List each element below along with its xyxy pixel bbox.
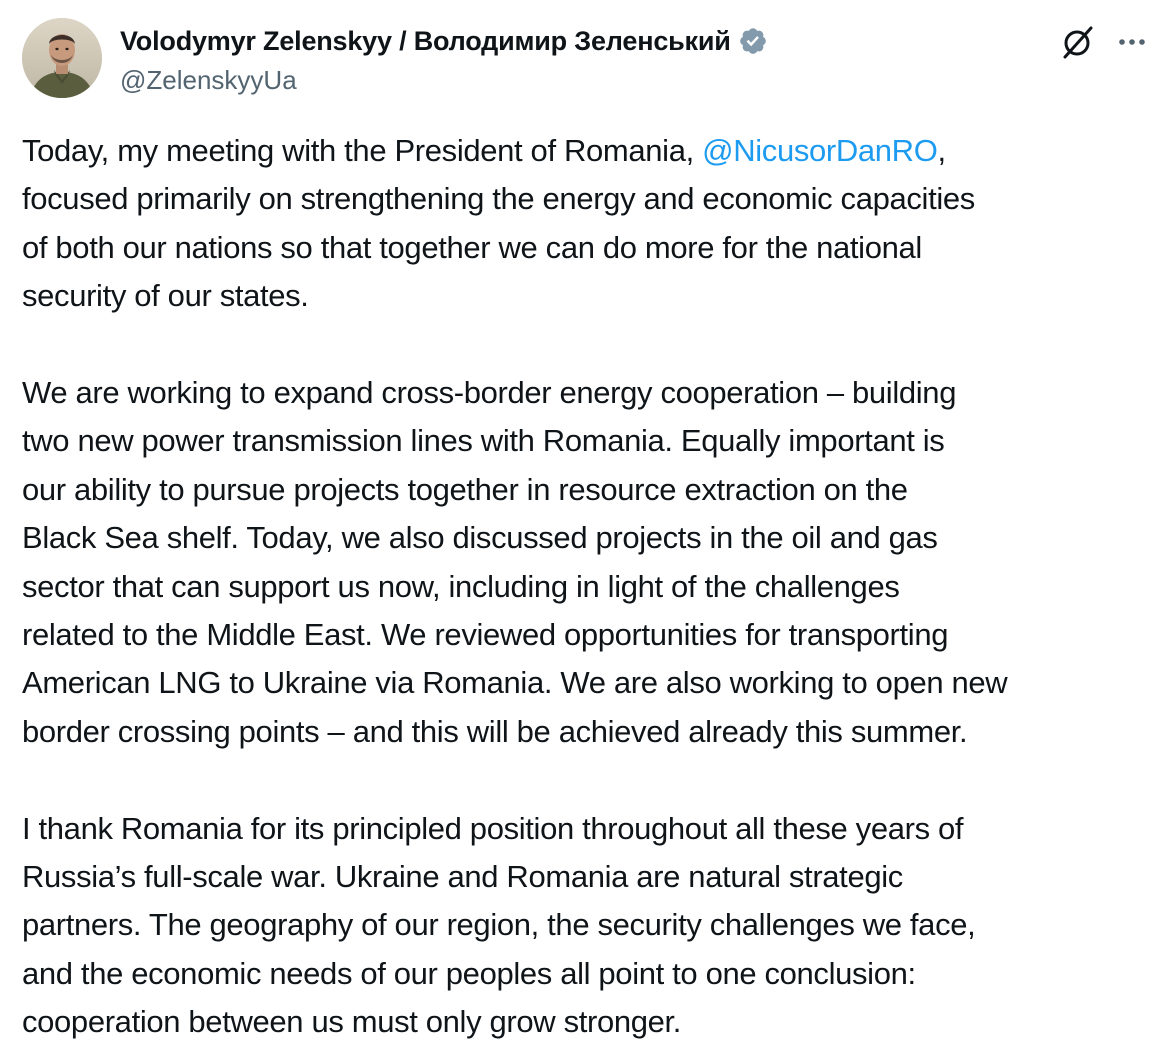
text-line: partners. The geography of our region, the security challenges we face,: [22, 907, 976, 943]
text-line: cooperation between us must only grow stronger.: [22, 1004, 682, 1040]
profile-photo-icon: [22, 18, 102, 98]
text-line: sector that can support us now, including in light of the challenges: [22, 568, 900, 604]
tweet-text: [22, 127, 1157, 1047]
text-segment: Today, my meeting with the President of Romania,: [22, 133, 703, 168]
text-line: [22, 127, 1157, 175]
text-line: I thank Romania for its principled position throughout all these years of: [22, 810, 964, 846]
avatar[interactable]: [22, 18, 102, 98]
mention-link[interactable]: @NicusorDanRO: [702, 133, 938, 168]
text-line: of both our nations so that together we can do more for the national: [22, 229, 922, 265]
text-line: two new power transmission lines with Romania. Equally important is: [22, 423, 945, 459]
text-line: related to the Middle East. We reviewed opportunities for transporting: [22, 617, 949, 653]
paragraph-2: [22, 369, 1157, 756]
author-handle[interactable]: @ZelenskyyUa: [120, 65, 297, 95]
display-name[interactable]: Volodymyr Zelenskyy / Володимир Зеленський: [120, 25, 731, 56]
text-line: American LNG to Ukraine via Romania. We are also working to open new: [22, 665, 1008, 701]
more-button[interactable]: [1114, 24, 1150, 60]
name-row: [120, 23, 768, 59]
paragraph-3: [22, 805, 1157, 1047]
text-line: our ability to pursue projects together in resource extraction on the: [22, 471, 908, 507]
text-line: Black Sea shelf. Today, we also discussed projects in the oil and gas: [22, 520, 938, 556]
verified-badge-icon[interactable]: [738, 26, 768, 56]
text-line: border crossing points – and this will be achieved already this summer.: [22, 713, 968, 749]
text-line: and the economic needs of our peoples all point to one conclusion:: [22, 955, 916, 991]
text-line: focused primarily on strengthening the energy and economic capacities: [22, 181, 975, 217]
text-line: Russia’s full-scale war. Ukraine and Romania are natural strategic: [22, 859, 903, 895]
grok-icon: [1060, 24, 1096, 60]
text-line: security of our states.: [22, 278, 309, 314]
paragraph-1: [22, 127, 1157, 321]
grok-button[interactable]: [1060, 24, 1096, 60]
more-icon: [1118, 38, 1146, 46]
tweet-header: [22, 18, 1152, 100]
text-line: We are working to expand cross-border energy cooperation – building: [22, 375, 957, 411]
text-segment: ,: [937, 133, 946, 168]
